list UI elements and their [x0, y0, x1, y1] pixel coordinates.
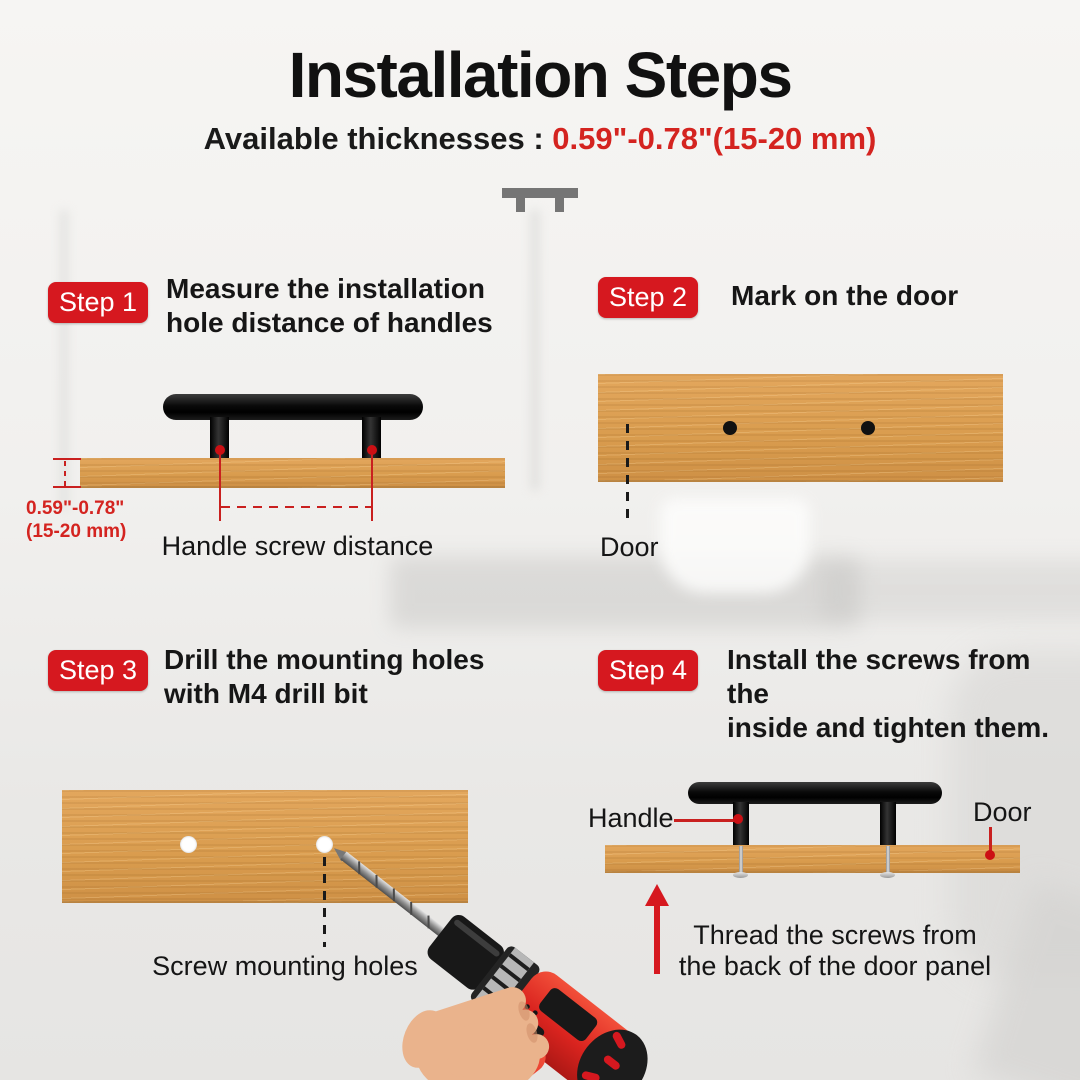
door-panel-front-view: [598, 374, 1003, 482]
subtitle-thickness-value: 0.59"-0.78"(15-20 mm): [552, 121, 877, 156]
screw-distance-caption: Handle screw distance: [161, 531, 434, 561]
measure-line-left: [219, 449, 221, 521]
installed-post-left: [733, 802, 749, 846]
step-4-description: Install the screws from the inside and tighten them.: [727, 644, 1050, 743]
thickness-tick-bottom: [53, 486, 81, 488]
door-pointer-dot: [985, 850, 995, 860]
step-2-badge: Step 2: [598, 277, 698, 318]
thickness-label: 0.59"-0.78" (15-20 mm): [26, 498, 127, 542]
subtitle: [0, 121, 1080, 157]
door-caption: Door: [600, 532, 659, 562]
thickness-dashed-line: [64, 461, 66, 486]
installed-post-right: [880, 802, 896, 846]
screw-head-right: [880, 872, 895, 878]
screw-head-left: [733, 872, 748, 878]
step-3-description: Drill the mounting holes with M4 drill bit: [164, 644, 485, 709]
mark-dot-left: [723, 421, 737, 435]
mounting-holes-caption: Screw mounting holes: [152, 951, 418, 981]
page-title: Installation Steps: [288, 39, 792, 111]
screw-point-left-dot: [215, 445, 225, 455]
screw-distance-dashed-line: [221, 506, 371, 508]
step-1-badge: Step 1: [48, 282, 148, 323]
screw-left: [739, 846, 743, 874]
installed-door-board: [605, 845, 1020, 873]
mounting-hole-left: [180, 836, 197, 853]
installed-handle-bar: [688, 782, 942, 804]
thread-note: Thread the screws from the back of the door panel: [678, 920, 992, 981]
screw-right: [886, 846, 890, 874]
step-1-description: Measure the installation hole distance of handles: [166, 273, 493, 338]
measure-line-right: [371, 449, 373, 521]
handle-caption: Handle: [588, 803, 674, 833]
handle-bar-side-view: [163, 394, 423, 420]
door-pointer-dashed-line: [626, 424, 629, 524]
handle-pointer-line: [674, 819, 734, 822]
step-4-badge: Step 4: [598, 650, 698, 691]
mark-dot-right: [861, 421, 875, 435]
step-2-description: Mark on the door: [731, 280, 959, 311]
door-board-side-view: [80, 458, 505, 488]
thickness-tick-top: [53, 458, 81, 460]
cabinet-handle-icon: [502, 188, 578, 214]
door-caption-step4: Door: [973, 797, 1032, 827]
thread-arrow-shaft: [654, 904, 660, 974]
screw-point-right-dot: [367, 445, 377, 455]
step-3-badge: Step 3: [48, 650, 148, 691]
handle-pointer-dot: [733, 814, 743, 824]
subtitle-prefix: Available thicknesses :: [203, 121, 544, 156]
power-drill-image: [300, 815, 650, 1080]
